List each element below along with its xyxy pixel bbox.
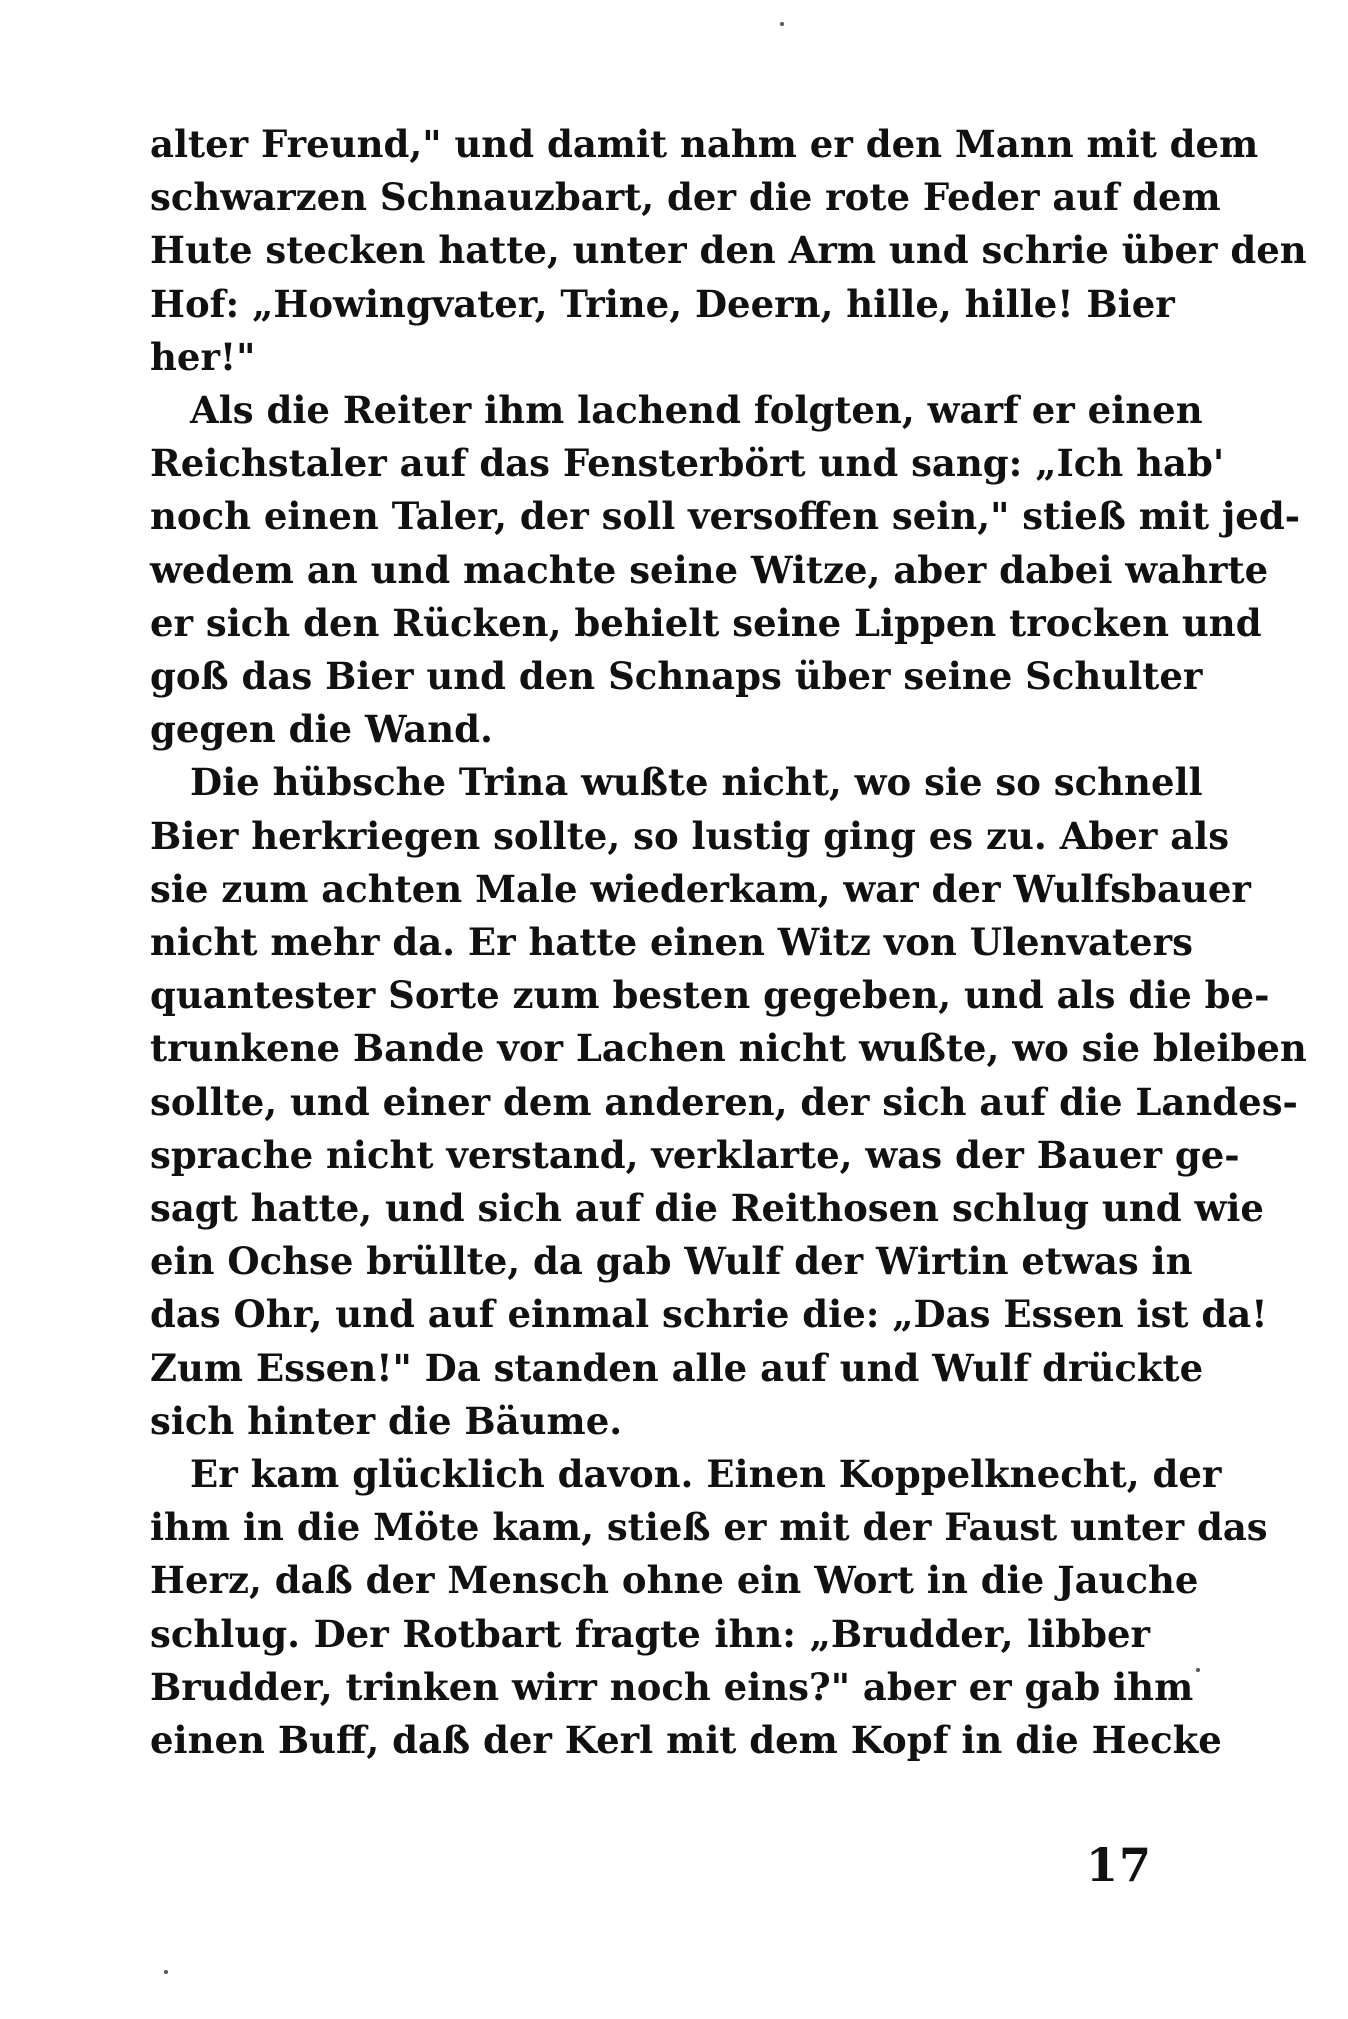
text-line: Brudder, trinken wirr noch eins?" aber er gab ihm bbox=[150, 1664, 1194, 1709]
text-line: her!" bbox=[150, 334, 256, 379]
text-line: schwarzen Schnauzbart, der die rote Feder auf dem bbox=[150, 175, 1221, 220]
text-line: ihm in die Möte kam, stieß er mit der Faust unter das bbox=[150, 1505, 1268, 1550]
text-line: goß das Bier und den Schnaps über seine Schulter bbox=[150, 654, 1203, 699]
text-line: sagt hatte, und sich auf die Reithosen schlug und wie bbox=[150, 1186, 1264, 1231]
text-line: ein Ochse brüllte, da gab Wulf der Wirtin etwas in bbox=[150, 1239, 1193, 1284]
text-line: sollte, und einer dem anderen, der sich auf die Landes- bbox=[150, 1079, 1298, 1124]
print-speck bbox=[1196, 1668, 1200, 1672]
paragraph-1 bbox=[150, 118, 1307, 384]
print-speck bbox=[164, 1970, 168, 1974]
text-line: Hute stecken hatte, unter den Arm und schrie über den bbox=[150, 228, 1307, 273]
text-line: Herz, daß der Mensch ohne ein Wort in die Jauche bbox=[150, 1558, 1199, 1603]
text-line: einen Buff, daß der Kerl mit dem Kopf in die Hecke bbox=[150, 1718, 1222, 1763]
text-line: Er kam glücklich davon. Einen Koppelknecht, der bbox=[190, 1452, 1222, 1497]
text-line: Reichstaler auf das Fensterbört und sang: „Ich hab' bbox=[150, 441, 1225, 486]
paragraph-4 bbox=[150, 1448, 1268, 1767]
text-line: Hof: „Howingvater, Trine, Deern, hille, hille! Bier bbox=[150, 281, 1175, 326]
paragraph-3 bbox=[150, 756, 1307, 1448]
text-line: sich hinter die Bäume. bbox=[150, 1398, 623, 1443]
text-line: gegen die Wand. bbox=[150, 707, 493, 752]
text-line: noch einen Taler, der soll versoffen sein," stieß mit jed- bbox=[150, 494, 1301, 539]
text-line: Die hübsche Trina wußte nicht, wo sie so schnell bbox=[190, 760, 1203, 805]
text-line: nicht mehr da. Er hatte einen Witz von Ulenvaters bbox=[150, 920, 1193, 965]
text-line: schlug. Der Rotbart fragte ihn: „Brudder, libber bbox=[150, 1611, 1150, 1656]
text-line: sie zum achten Male wiederkam, war der Wulfsbauer bbox=[150, 866, 1251, 911]
text-line: wedem an und machte seine Witze, aber dabei wahrte bbox=[150, 547, 1269, 592]
text-line: quantester Sorte zum besten gegeben, und als die be- bbox=[150, 973, 1270, 1018]
text-line: sprache nicht verstand, verklarte, was der Bauer ge- bbox=[150, 1132, 1240, 1177]
text-line: Als die Reiter ihm lachend folgten, warf er einen bbox=[190, 388, 1203, 433]
page-number: 17 bbox=[1085, 1838, 1152, 1892]
print-speck bbox=[780, 22, 784, 26]
text-line: das Ohr, und auf einmal schrie die: „Das Essen ist da! bbox=[150, 1292, 1268, 1337]
text-line: Bier herkriegen sollte, so lustig ging es zu. Aber als bbox=[150, 813, 1230, 858]
text-line: er sich den Rücken, behielt seine Lippen trocken und bbox=[150, 600, 1262, 645]
text-line: alter Freund," und damit nahm er den Mann mit dem bbox=[150, 122, 1259, 166]
text-line: trunkene Bande vor Lachen nicht wußte, wo sie bleiben bbox=[150, 1026, 1307, 1071]
body-text bbox=[150, 118, 1307, 1767]
paragraph-2 bbox=[150, 384, 1301, 756]
text-line: Zum Essen!" Da standen alle auf und Wulf drückte bbox=[150, 1345, 1204, 1390]
